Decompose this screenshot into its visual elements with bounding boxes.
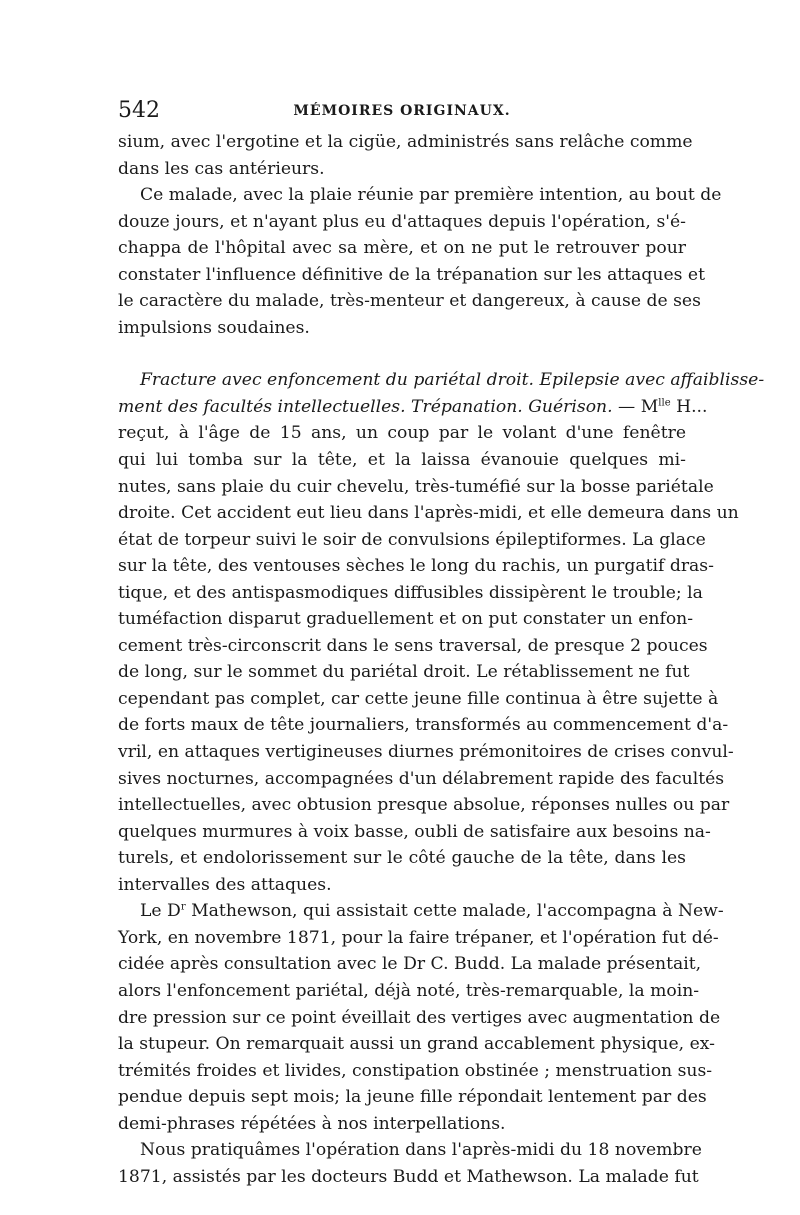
text-line: douze jours, et n'ayant plus eu d'attaques depuis l'opération, s'é-	[118, 211, 686, 232]
text-line: dans les cas antérieurs.	[118, 158, 325, 179]
text-line: intervalles des attaques.	[118, 874, 332, 895]
text-line: impulsions soudaines.	[118, 317, 310, 338]
text-line: de forts maux de tête journaliers, transformés au commencement d'a-	[118, 715, 729, 736]
case-heading-dash: — M	[612, 396, 659, 417]
text-line: trémités froides et livides, constipation obstinée ; menstruation sus-	[118, 1060, 713, 1081]
text-line: demi-phrases répétées à nos interpellations.	[118, 1113, 506, 1134]
text-line: Nous pratiquâmes l'opération dans l'après-midi du 18 novembre	[140, 1140, 702, 1161]
superscript: r	[180, 901, 186, 913]
case-heading-line: Fracture avec enfoncement du pariétal droit. Epilepsie avec affaiblisse-	[140, 370, 765, 391]
body-text	[118, 129, 765, 1190]
text-line: sium, avec l'ergotine et la cigüe, administrés sans relâche comme	[118, 132, 693, 152]
text-line: état de torpeur suivi le soir de convulsions épileptiformes. La glace	[118, 529, 706, 550]
text-line: Ce malade, avec la plaie réunie par première intention, au bout de	[140, 185, 722, 206]
text-line: vril, en attaques vertigineuses diurnes prémonitoires de crises convul-	[118, 742, 734, 763]
section-spacer	[118, 341, 686, 367]
text-line: cement très-circonscrit dans le sens traversal, de presque 2 pouces	[118, 635, 708, 656]
text-line: la stupeur. On remarquait aussi un grand accablement physique, ex-	[118, 1034, 715, 1055]
text-line: 1871, assistés par les docteurs Budd et Mathewson. La malade fut	[118, 1166, 699, 1187]
text-line: sur la tête, des ventouses sèches le long du rachis, un purgatif dras-	[118, 556, 714, 577]
case-heading-title: ment des facultés intellectuelles. Trépanation. Guérison.	[118, 396, 613, 417]
text-line: turels, et endolorissement sur le côté gauche de la tête, dans les	[118, 848, 686, 869]
text-line: York, en novembre 1871, pour la faire trépaner, et l'opération fut dé-	[118, 927, 719, 948]
text-line	[118, 898, 724, 925]
text-line: droite. Cet accident eut lieu dans l'après-midi, et elle demeura dans un	[118, 503, 739, 524]
page-number: 542	[118, 98, 160, 123]
text-fragment: Le D	[140, 901, 181, 922]
case-heading-line	[118, 394, 708, 421]
case-heading-superscript: lle	[658, 397, 671, 409]
text-line: qui lui tomba sur la tête, et la laissa évanouie quelques mi-	[118, 450, 686, 471]
text-line: alors l'enfoncement pariétal, déjà noté, très-remarquable, la moin-	[118, 980, 700, 1001]
text-line: intellectuelles, avec obtusion presque absolue, réponses nulles ou par	[118, 795, 730, 816]
text-line: pendue depuis sept mois; la jeune fille répondait lentement par des	[118, 1087, 707, 1108]
case-heading-patient: H...	[670, 396, 708, 417]
text-line: tique, et des antispasmodiques diffusibles dissipèrent le trouble; la	[118, 582, 703, 603]
text-line: chappa de l'hôpital avec sa mère, et on ne put le retrouver pour	[118, 238, 686, 259]
text-line: dre pression sur ce point éveillait des vertiges avec augmentation de	[118, 1007, 721, 1028]
text-line: nutes, sans plaie du cuir chevelu, très-tuméfié sur la bosse pariétale	[118, 476, 714, 497]
text-line: constater l'influence définitive de la trépanation sur les attaques et	[118, 264, 705, 285]
text-line: reçut, à l'âge de 15 ans, un coup par le volant d'une fenêtre	[118, 423, 686, 444]
text-fragment: Mathewson, qui assistait cette malade, l'accompagna à New-	[185, 901, 724, 922]
running-title: MÉMOIRES ORIGINAUX.	[293, 103, 511, 119]
text-line: le caractère du malade, très-menteur et dangereux, à cause de ses	[118, 291, 701, 312]
text-line: de long, sur le sommet du pariétal droit. Le rétablissement ne fut	[118, 662, 690, 683]
text-line: quelques murmures à voix basse, oubli de satisfaire aux besoins na-	[118, 821, 711, 842]
running-head	[118, 96, 686, 126]
text-line: sives nocturnes, accompagnées d'un délabrement rapide des facultés	[118, 768, 725, 789]
text-line: cidée après consultation avec le Dr C. Budd. La malade présentait,	[118, 954, 702, 975]
text-line: tuméfaction disparut graduellement et on put constater un enfon-	[118, 609, 694, 630]
text-line: cependant pas complet, car cette jeune fille continua à être sujette à	[118, 688, 719, 709]
